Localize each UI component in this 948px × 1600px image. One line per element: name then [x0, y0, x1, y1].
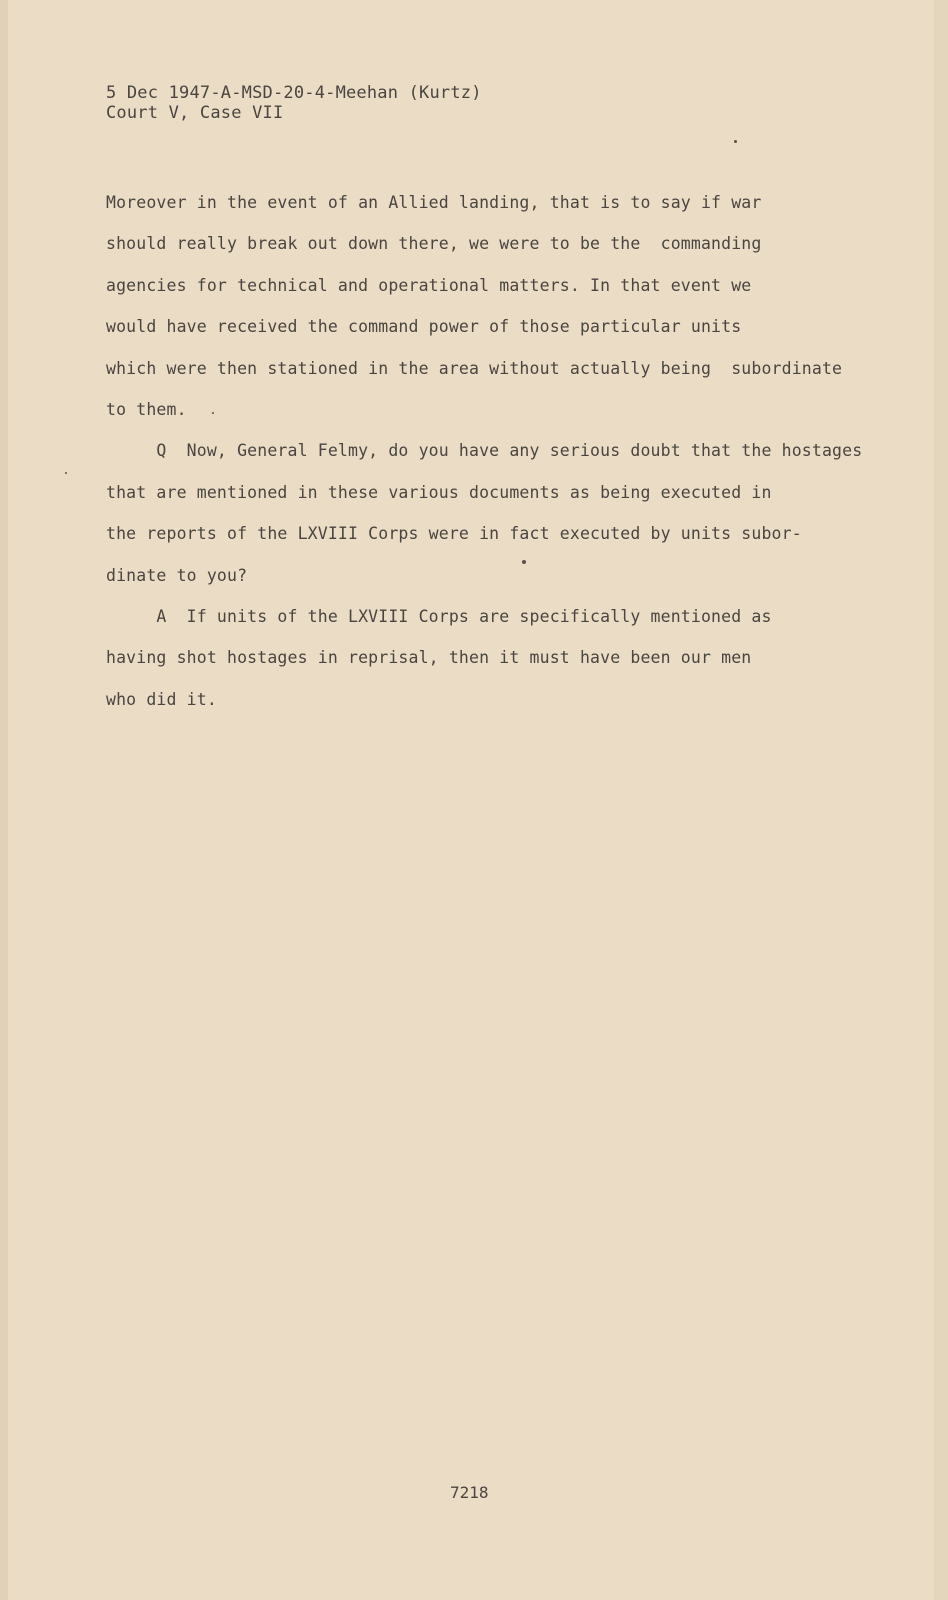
page-number: 7218: [450, 1483, 489, 1502]
transcript-line: that are mentioned in these various documents as being executed in: [106, 482, 772, 502]
transcript-line: agencies for technical and operational matters. In that event we: [106, 275, 752, 295]
transcript-body: [106, 182, 866, 720]
transcript-line: would have received the command power of those particular units: [106, 317, 742, 337]
page-edge-left: [0, 0, 8, 1600]
transcript-line: dinate to you?: [106, 565, 248, 585]
header-court-case: Court V, Case VII: [106, 103, 284, 123]
transcript-line: having shot hostages in reprisal, then it must have been our men: [106, 648, 752, 668]
transcript-line: the reports of the LXVIII Corps were in fact executed by units subor-: [106, 524, 802, 544]
transcript-line: Moreover in the event of an Allied landing, that is to say if war: [106, 193, 762, 212]
document-header: [106, 83, 482, 123]
header-date-reference: 5 Dec 1947-A-MSD-20-4-Meehan (Kurtz): [106, 83, 482, 103]
transcript-line: which were then stationed in the area without actually being subordinate: [106, 358, 843, 378]
paper-speck: [212, 412, 214, 414]
transcript-answer-line: A If units of the LXVIII Corps are specifically mentioned as: [106, 606, 772, 626]
paper-speck: [522, 560, 526, 564]
transcript-line: who did it.: [106, 689, 217, 709]
paper-speck: [65, 472, 67, 474]
transcript-line: to them.: [106, 399, 187, 419]
paper-speck: [734, 140, 737, 143]
transcript-line: should really break out down there, we were to be the commanding: [106, 234, 762, 254]
transcript-question-line: Q Now, General Felmy, do you have any serious doubt that the hostages: [106, 441, 863, 461]
page-edge-right: [934, 0, 948, 1600]
